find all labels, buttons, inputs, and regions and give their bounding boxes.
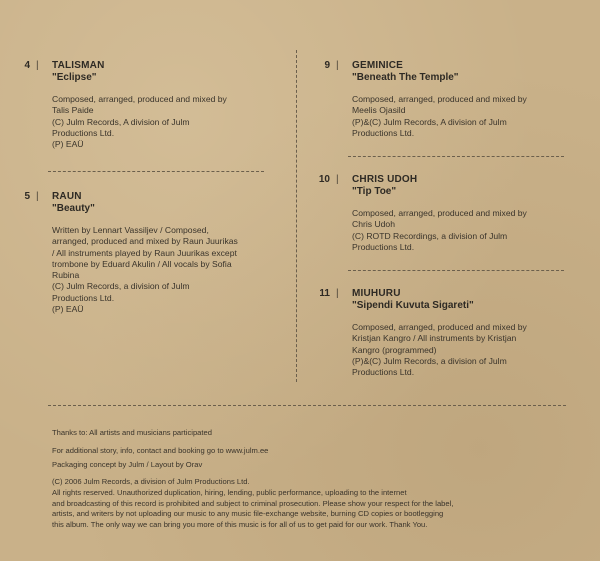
track-body (352, 60, 570, 139)
credit-line: (P)&(C) Julm Records, A division of Julm (352, 116, 507, 127)
column-divider (296, 50, 297, 382)
track-body (52, 191, 270, 315)
track-separator: | (36, 191, 39, 202)
credit-line: Composed, arranged, produced and mixed by (352, 94, 527, 104)
credit-line: Rubina (52, 270, 80, 281)
track-artist: MIUHURU (352, 288, 401, 299)
track-number: 5 (24, 191, 30, 202)
credit-line: trombone by Eduard Akulin / All vocals by Sofia (52, 258, 232, 269)
credit-line: Meelis Ojasild (352, 105, 406, 116)
track-separator: | (336, 288, 339, 299)
legal-line: All rights reserved. Unauthorized duplication, hiring, lending, public performance, uploading to the internet (52, 487, 407, 497)
track-separator: | (336, 60, 339, 71)
track-artist: RAUN (52, 191, 82, 202)
credit-line: Talis Paide (52, 105, 94, 116)
credit-line: Productions Ltd. (352, 127, 415, 138)
info-text: For additional story, info, contact and booking go to www.julm.ee (52, 446, 269, 455)
track-title: "Beneath The Temple" (352, 72, 459, 83)
credit-line: (C) Julm Records, a division of Julm (52, 281, 190, 292)
track-artist: GEMINICE (352, 60, 404, 71)
track-title: "Tip Toe" (352, 186, 397, 197)
track-body (352, 288, 570, 378)
section-divider (48, 171, 264, 172)
track-number: 10 (318, 174, 330, 185)
legal-line: and broadcasting of this record is prohibited and subject to criminal prosecution. Please show your respect for the label, (52, 498, 454, 508)
track-number: 4 (24, 60, 30, 71)
track-separator: | (36, 60, 39, 71)
credit-line: (C) ROTD Recordings, a division of Julm (352, 230, 508, 241)
section-divider (348, 270, 564, 271)
track-title: "Eclipse" (52, 72, 97, 83)
track-artist: CHRIS UDOH (352, 174, 418, 185)
credit-line: (P) EAÜ (52, 139, 84, 150)
legal-line: artists, and writers by not uploading our music to any music file-exchange website, burning CD copies or bootlegging (52, 509, 444, 519)
legal-line: this album. The only way we can bring you more of this music is for all of us to get paid for our work. Thank You. (52, 520, 428, 530)
section-divider (348, 156, 564, 157)
credit-line: Productions Ltd. (352, 241, 415, 252)
credit-line: / All instruments played by Raun Juurikas except (52, 247, 237, 258)
credit-line: (C) Julm Records, A division of Julm (52, 116, 190, 127)
thanks-text: Thanks to: All artists and musicians participated (52, 428, 212, 437)
footer-divider (48, 405, 566, 406)
track-number: 11 (319, 288, 330, 299)
packaging-text: Packaging concept by Julm / Layout by Orav (52, 460, 203, 469)
credit-line: Composed, arranged, produced and mixed by (352, 208, 527, 218)
credit-line: (P) EAÜ (52, 304, 84, 315)
credit-line: Written by Lennart Vassiljev / Composed, (52, 225, 209, 235)
credit-line: Productions Ltd. (52, 127, 115, 138)
track-title: "Sipendi Kuvuta Sigareti" (352, 300, 474, 311)
credit-line: arranged, produced and mixed by Raun Juurikas (52, 236, 238, 247)
credit-line: Kangro (programmed) (352, 344, 437, 355)
track-title: "Beauty" (52, 203, 95, 214)
track-body (352, 174, 570, 253)
credit-line: Chris Udoh (352, 219, 395, 230)
track-artist: TALISMAN (52, 60, 105, 71)
track-number: 9 (324, 60, 330, 71)
legal-text (52, 477, 572, 531)
credit-line: Kristjan Kangro / All instruments by Kristjan (352, 333, 517, 344)
credit-line: Composed, arranged, produced and mixed by (352, 322, 527, 332)
credit-line: Composed, arranged, produced and mixed by (52, 94, 227, 104)
track-body (52, 60, 270, 150)
credit-line: Productions Ltd. (52, 292, 115, 303)
track-separator: | (336, 174, 339, 185)
legal-line: (C) 2006 Julm Records, a division of Julm Productions Ltd. (52, 477, 250, 486)
credit-line: Productions Ltd. (352, 367, 415, 378)
credit-line: (P)&(C) Julm Records, a division of Julm (352, 355, 507, 366)
